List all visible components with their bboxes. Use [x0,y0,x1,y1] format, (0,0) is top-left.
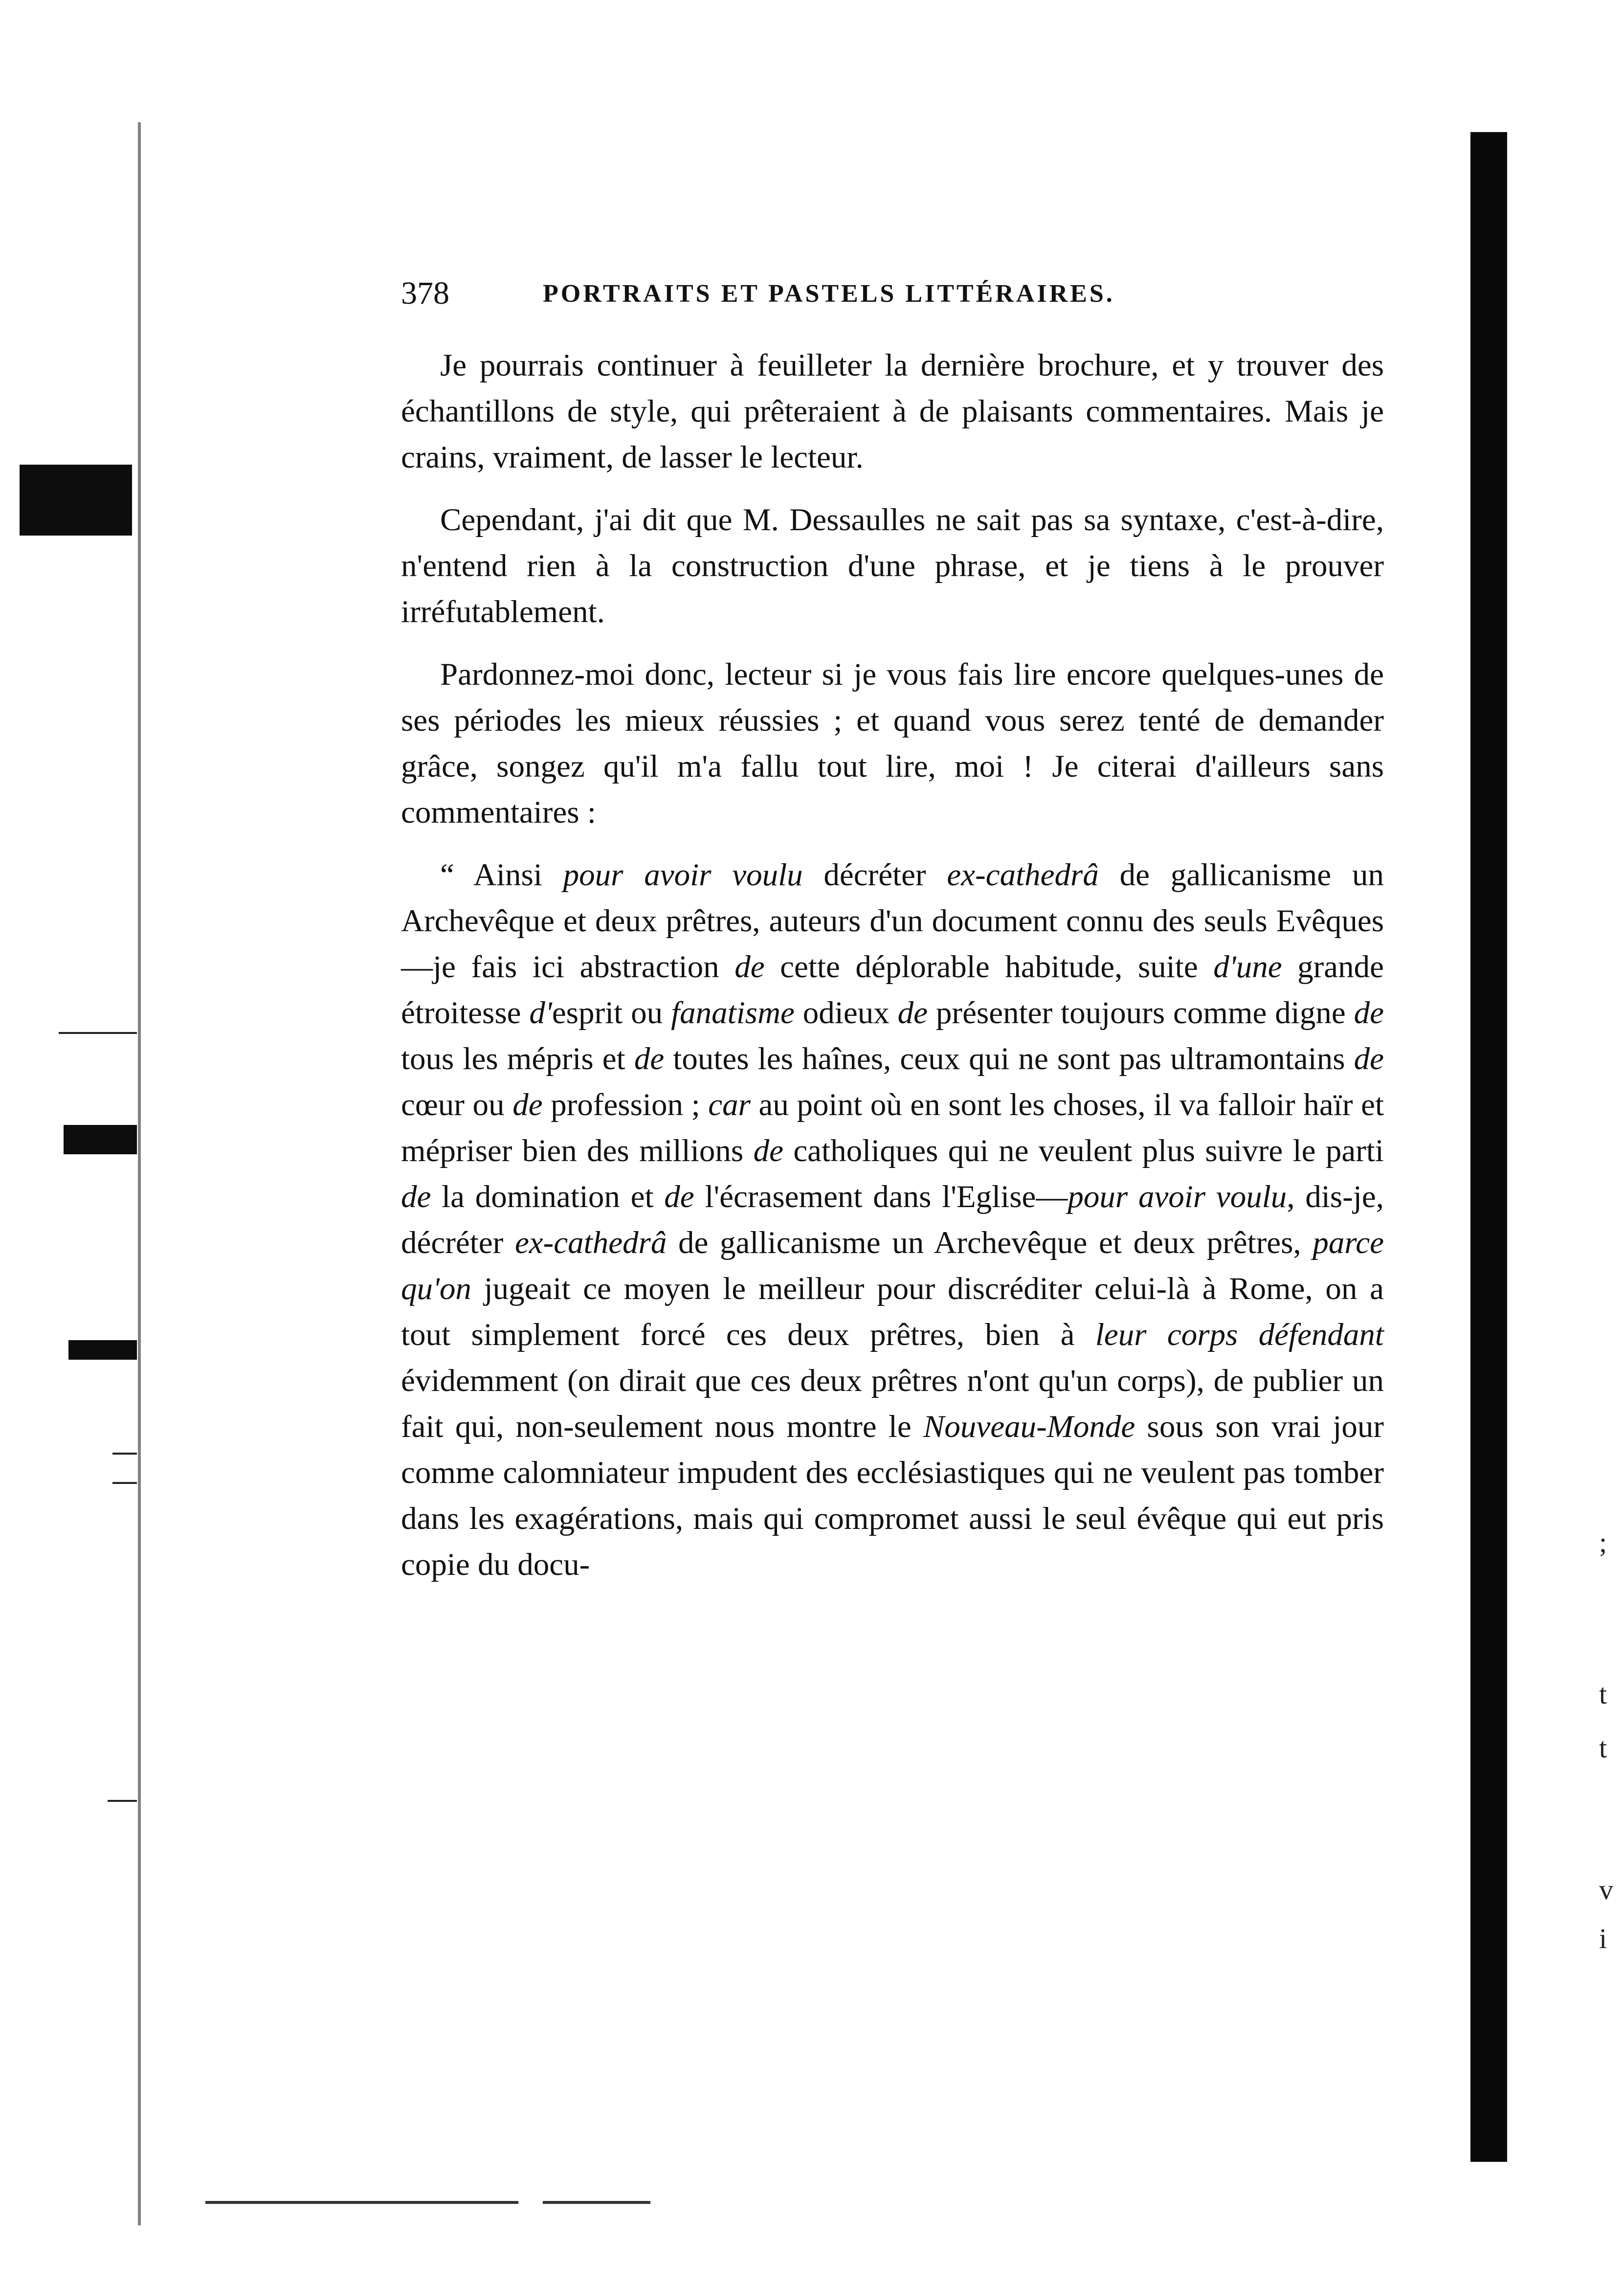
quote-text-run: odieux [794,995,898,1031]
margin-mark: v [1599,1874,1613,1906]
quote-text-run: “ Ainsi [440,857,563,893]
scan-mark-block [64,1125,137,1154]
quote-text-run: jugeait ce moyen le meilleur pour discréditer celui-là à Rome, on a tout simplement forcé ces deux prêtres, bien à [401,1271,1384,1352]
quote-text-run: décréter [802,857,947,893]
quote-italic-run: de [512,1087,543,1122]
quote-italic-run: de [664,1179,694,1214]
quote-italic-run: d' [529,995,552,1031]
quote-text-run: évidemment (on dirait que ces deux prêtres n'ont qu'un corps), de publier un fait qui, non-seulement nous montre le [401,1363,1384,1444]
paragraph: Cependant, j'ai dit que M. Dessaulles ne sait pas sa syntaxe, c'est-à-dire, n'entend rien à la construction d'une phrase, et je tiens à le prouver irréfutablement. [401,502,1384,629]
page-number: 378 [401,275,449,311]
quote-text-run: de gallicanisme un Archevêque et deux prêtres, auteurs d'un document connu des seuls Evêques—je fais ici abstraction [401,857,1384,985]
scan-right-edge-bar [1470,132,1507,2162]
quote-italic-run: parce qu'on [401,1225,1384,1306]
quote-italic-run: pour avoir voulu [1068,1179,1287,1214]
margin-mark: ; [1599,1526,1607,1558]
quote-italic-run: ex-cathedrâ [947,857,1099,893]
margin-mark: i [1599,1923,1607,1954]
quote-text-run: profession ; [542,1087,709,1122]
scan-mark-rule [112,1482,137,1484]
scan-mark-block [68,1340,137,1360]
scan-mark-rule [59,1032,137,1034]
quote-italic-run: ex-cathedrâ [514,1225,667,1260]
quote-text-run: la domination et [431,1179,665,1214]
scan-mark-block [20,465,132,536]
paragraph: Je pourrais continuer à feuilleter la dernière brochure, et y trouver des échantillons de style, qui prêteraient à de plaisants commentaires. Mais je crains, vraiment, de lasser le lecteur. [401,348,1384,475]
quote-text-run: de gallicanisme un Archevêque et deux prêtres, [667,1225,1313,1260]
quote-italic-run: de [734,949,765,985]
quote-italic-run: de [897,995,928,1031]
quote-text-run: , dis-je, décréter [401,1179,1384,1260]
quotation-paragraph [401,852,1384,1588]
quote-text-run: grande étroitesse [401,949,1384,1031]
quote-text-run: l'écrasement dans l'Eglise— [694,1179,1068,1214]
quote-italic-run: de [1354,995,1384,1031]
quote-text-run: esprit ou [552,995,671,1031]
scan-mark-rule [112,1453,137,1455]
quote-text-run: au point où en sont les choses, il va falloir haïr et mépriser bien des millions [401,1087,1384,1168]
scan-bottom-rule [543,2201,650,2204]
quote-text-run: présenter toujours comme digne [928,995,1354,1031]
quote-italic-run: de [634,1041,665,1077]
quote-italic-run: de [1354,1041,1384,1077]
quote-text-run: catholiques qui ne veulent plus suivre le parti [783,1133,1384,1168]
quote-text-run: tous les mépris et [401,1041,634,1077]
scan-bottom-rule [205,2201,518,2204]
quote-italic-run: d'une [1213,949,1282,985]
margin-mark: t [1599,1732,1607,1764]
margin-mark: t [1599,1678,1607,1710]
quote-italic-run: de [753,1133,783,1168]
scan-left-edge [138,122,141,2225]
quote-italic-run: Nouveau-Monde [923,1409,1135,1444]
quote-text-run: cœur ou [401,1087,513,1122]
quote-text-run: sous son vrai jour comme calomniateur impudent des ecclésiastiques qui ne veulent pas tomber dans les exagérations, mais qui compromet aussi le seul évêque qui eut pris copie du docu- [401,1409,1384,1582]
quote-italic-run: pour avoir voulu [563,857,803,893]
scan-mark-rule [108,1800,137,1802]
quote-italic-run: fanatisme [671,995,795,1031]
quote-text-run: toutes les haînes, ceux qui ne sont pas ultramontains [664,1041,1354,1077]
quote-italic-run: de [401,1179,431,1214]
quote-italic-run: car [708,1087,751,1122]
paragraph: Pardonnez-moi donc, lecteur si je vous fais lire encore quelques-unes de ses périodes les mieux réussies ; et quand vous serez tenté de demander grâce, songez qu'il m'a fallu tout lire, moi ! Je citerai d'ailleurs sans commentaires : [401,657,1384,830]
running-head [401,274,1399,313]
text-body [401,342,1384,1604]
quote-italic-run: leur corps défendant [1095,1317,1384,1352]
quote-text-run: cette déplorable habitude, suite [764,949,1214,985]
running-title: PORTRAITS ET PASTELS LITTÉRAIRES. [543,280,1115,308]
